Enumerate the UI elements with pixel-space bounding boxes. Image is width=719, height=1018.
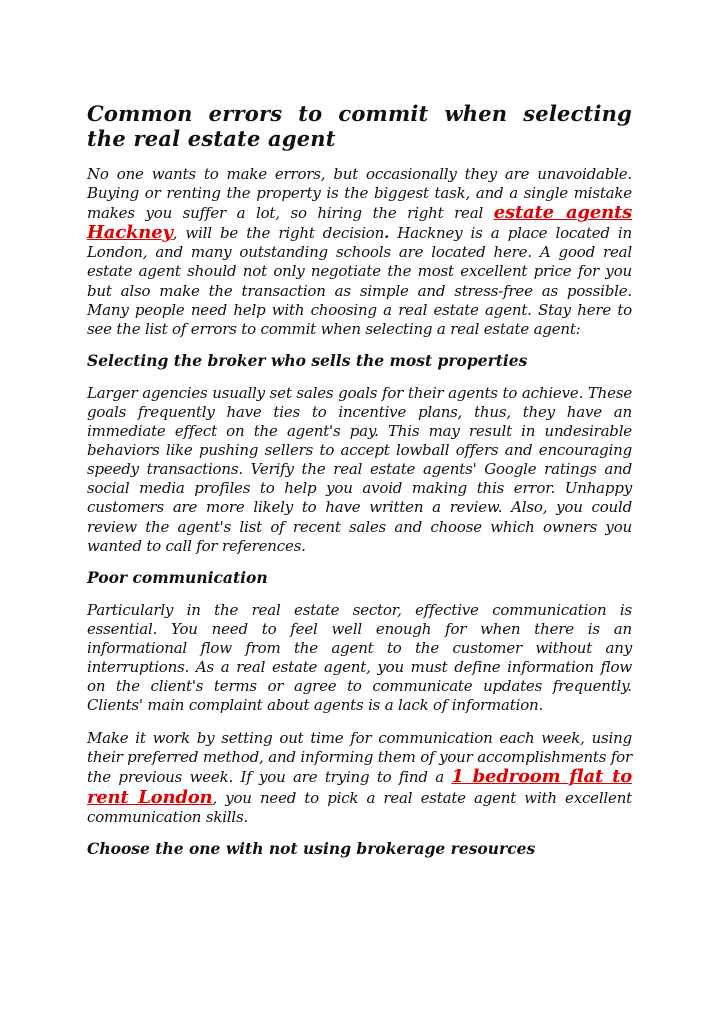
section-body-communication-1: Particularly in the real estate sector, effective communication is essential. You need to feel well enough for when there is an informational flow from the agent to the customer without any interruptions. As a real estate agent, you must define information flow on the client's terms or agree to communicate updates frequently. Clients' main complaint about agents is a lack of information. <box>87 600 632 715</box>
intro-paragraph <box>87 165 632 339</box>
section-body-broker: Larger agencies usually set sales goals for their agents to achieve. These goals frequently have ties to incentive plans, thus, they have an immediate effect on the agent's pay. This may result in undesirable behaviors like pushing sellers to accept lowball offers and encouraging speedy transactions. Verify the real estate agents' Google ratings and social media profiles to help you avoid making this error. Unhappy customers are more likely to have written a review. Also, you could review the agent's list of recent sales and choose which owners you wanted to call for references. <box>87 383 632 555</box>
communication-text-2: , you need to pick a real estate agent with excellent communication skills. <box>87 788 632 826</box>
flat-to-rent-london-link[interactable]: 1 bedroom flat to rent London <box>87 766 632 808</box>
section-body-communication-2 <box>87 729 632 826</box>
section-heading-broker: Selecting the broker who sells the most properties <box>87 350 528 370</box>
intro-text-1: No one wants to make errors, but occasionally they are unavoidable. Buying or renting the property is the biggest task, and a single mistake makes you suffer a lot, so hiring the right real <box>87 165 632 223</box>
communication-text-1: Make it work by setting out time for communication each week, using their preferred method, and informing them of your accomplishments for the previous week. If you are trying to find a <box>87 729 632 787</box>
section-heading-communication: Poor communication <box>87 567 268 587</box>
intro-text-2: , will be the right decision <box>172 224 385 243</box>
section-heading-brokerage: Choose the one with not using brokerage resources <box>87 838 536 858</box>
article-title: Common errors to commit when selecting the real estate agent <box>87 101 632 151</box>
intro-bold-dot: . <box>384 224 390 243</box>
document-page <box>87 101 632 872</box>
intro-text-3: Hackney is a place located in London, and many outstanding schools are located here. A good real estate agent should not only negotiate the most excellent price for you but also make the transaction as simple and stress-free as possible. Many people need help with choosing a real estate agent. Stay here to see the list of errors to commit when selecting a real estate agent: <box>87 224 632 338</box>
estate-agents-hackney-link[interactable]: estate agents Hackney <box>87 202 633 244</box>
